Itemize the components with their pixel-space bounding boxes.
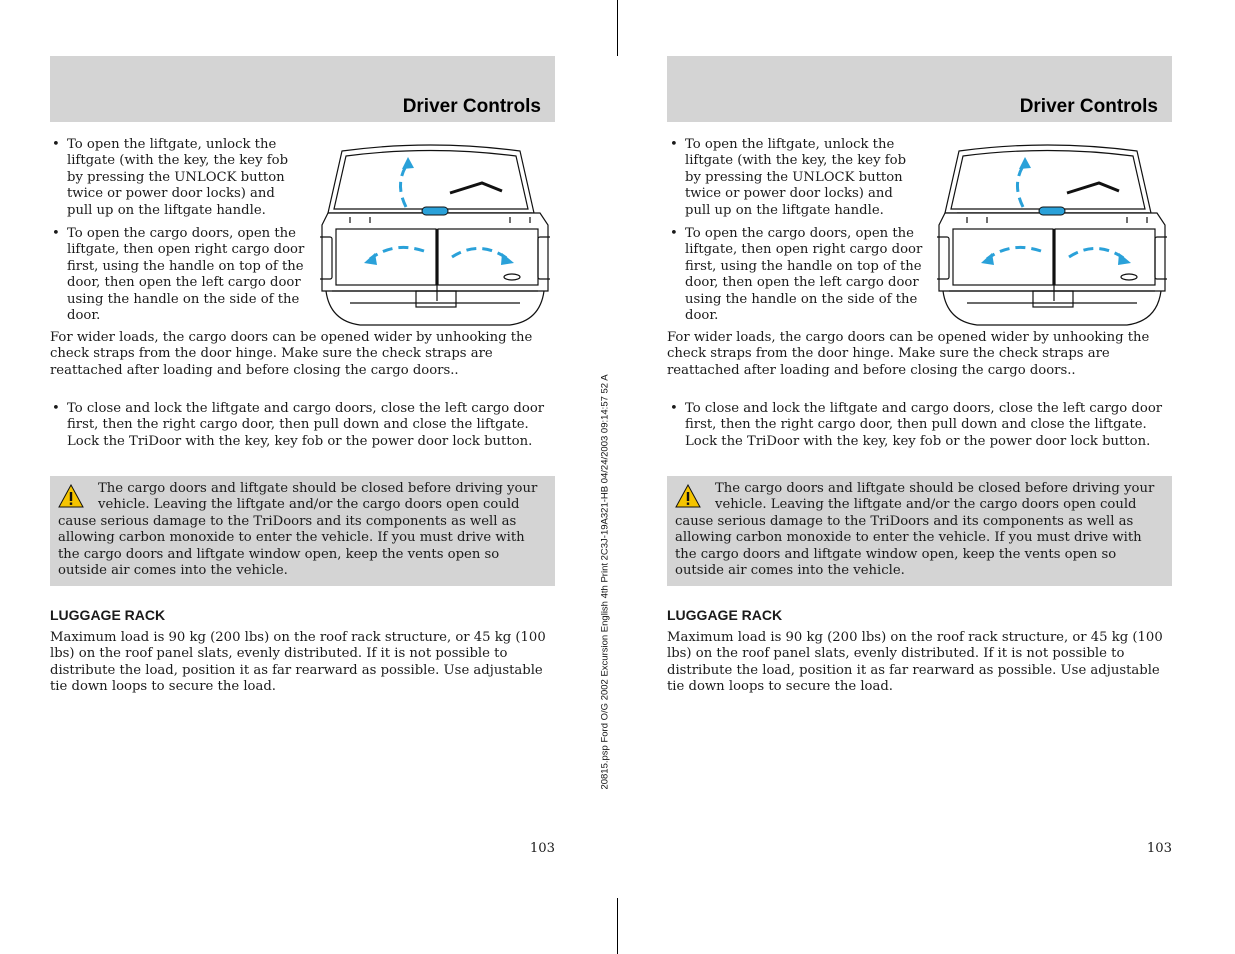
print-slug: 20815.psp Ford O/G 2002 Excursion English 4th Print 2C3J-19A321-HB 04/24/2003 09:14:57 52 A xyxy=(599,374,611,790)
section-body-luggage-rack: Maximum load is 90 kg (200 lbs) on the roof rack structure, or 45 kg (100 lbs) on the roof panel slats, evenly distributed. If it is not possible to distribute the load, position it as far rearward as possible. Use adjustable tie down loops to secure the load. xyxy=(667,630,1163,695)
warning-text: The cargo doors and liftgate should be closed before driving your vehicle. Leaving the liftgate and/or the cargo doors open could cause serious damage to the TriDoors and its components as well as allowing carbon monoxide to enter the vehicle. If you must drive with the cargo doors and liftgate window open, keep the vents open so outside air comes into the vehicle. xyxy=(675,481,1155,579)
left-page xyxy=(50,0,555,954)
warning-box xyxy=(50,476,555,586)
crop-mark-bottom xyxy=(617,898,618,954)
page-header xyxy=(667,56,1172,122)
paragraph-wider-loads: For wider loads, the cargo doors can be opened wider by unhooking the check straps from the door hinge. Make sure the check straps are reattached after loading and before closing the cargo doors.. xyxy=(667,330,1150,378)
page-number: 103 xyxy=(1146,841,1172,856)
bullet-open-cargo-doors: • To open the cargo doors, open the liftgate, then open right cargo door first, using the handle on top of the door, then open the left cargo door using the handle on the side of the door. xyxy=(670,226,923,324)
paragraph-wider-loads: For wider loads, the cargo doors can be opened wider by unhooking the check straps from the door hinge. Make sure the check straps are reattached after loading and before closing the cargo doors.. xyxy=(50,330,533,378)
page-header xyxy=(50,56,555,122)
bullet-close-lock: • To close and lock the liftgate and cargo doors, close the left cargo door first, then the right cargo door, then pull down and close the liftgate. Lock the TriDoor with the key, key fob or the power door lock button. xyxy=(52,401,545,449)
page-title: Driver Controls xyxy=(1019,96,1158,117)
section-body-luggage-rack: Maximum load is 90 kg (200 lbs) on the roof rack structure, or 45 kg (100 lbs) on the roof panel slats, evenly distributed. If it is not possible to distribute the load, position it as far rearward as possible. Use adjustable tie down loops to secure the load. xyxy=(50,630,546,695)
suv-rear-tridoor-illustration xyxy=(320,141,550,331)
section-title-luggage-rack: LUGGAGE RACK xyxy=(50,607,166,623)
crop-mark-top xyxy=(617,0,618,56)
warning-box xyxy=(667,476,1172,586)
section-title-luggage-rack: LUGGAGE RACK xyxy=(667,607,783,623)
page-title: Driver Controls xyxy=(402,96,541,117)
suv-rear-tridoor-illustration xyxy=(937,141,1167,331)
bullet-open-cargo-doors: • To open the cargo doors, open the liftgate, then open right cargo door first, using the handle on top of the door, then open the left cargo door using the handle on the side of the door. xyxy=(52,226,305,324)
page-number: 103 xyxy=(529,841,555,856)
warning-text: The cargo doors and liftgate should be closed before driving your vehicle. Leaving the liftgate and/or the cargo doors open could cause serious damage to the TriDoors and its components as well as allowing carbon monoxide to enter the vehicle. If you must drive with the cargo doors and liftgate window open, keep the vents open so outside air comes into the vehicle. xyxy=(58,481,538,579)
right-page xyxy=(667,0,1172,954)
bullet-open-liftgate: • To open the liftgate, unlock the liftgate (with the key, the key fob by pressing the UNLOCK button twice or power door locks) and pull up on the liftgate handle. xyxy=(52,137,289,218)
bullet-close-lock: • To close and lock the liftgate and cargo doors, close the left cargo door first, then the right cargo door, then pull down and close the liftgate. Lock the TriDoor with the key, key fob or the power door lock button. xyxy=(670,401,1163,449)
bullet-open-liftgate: • To open the liftgate, unlock the liftgate (with the key, the key fob by pressing the UNLOCK button twice or power door locks) and pull up on the liftgate handle. xyxy=(670,137,907,218)
